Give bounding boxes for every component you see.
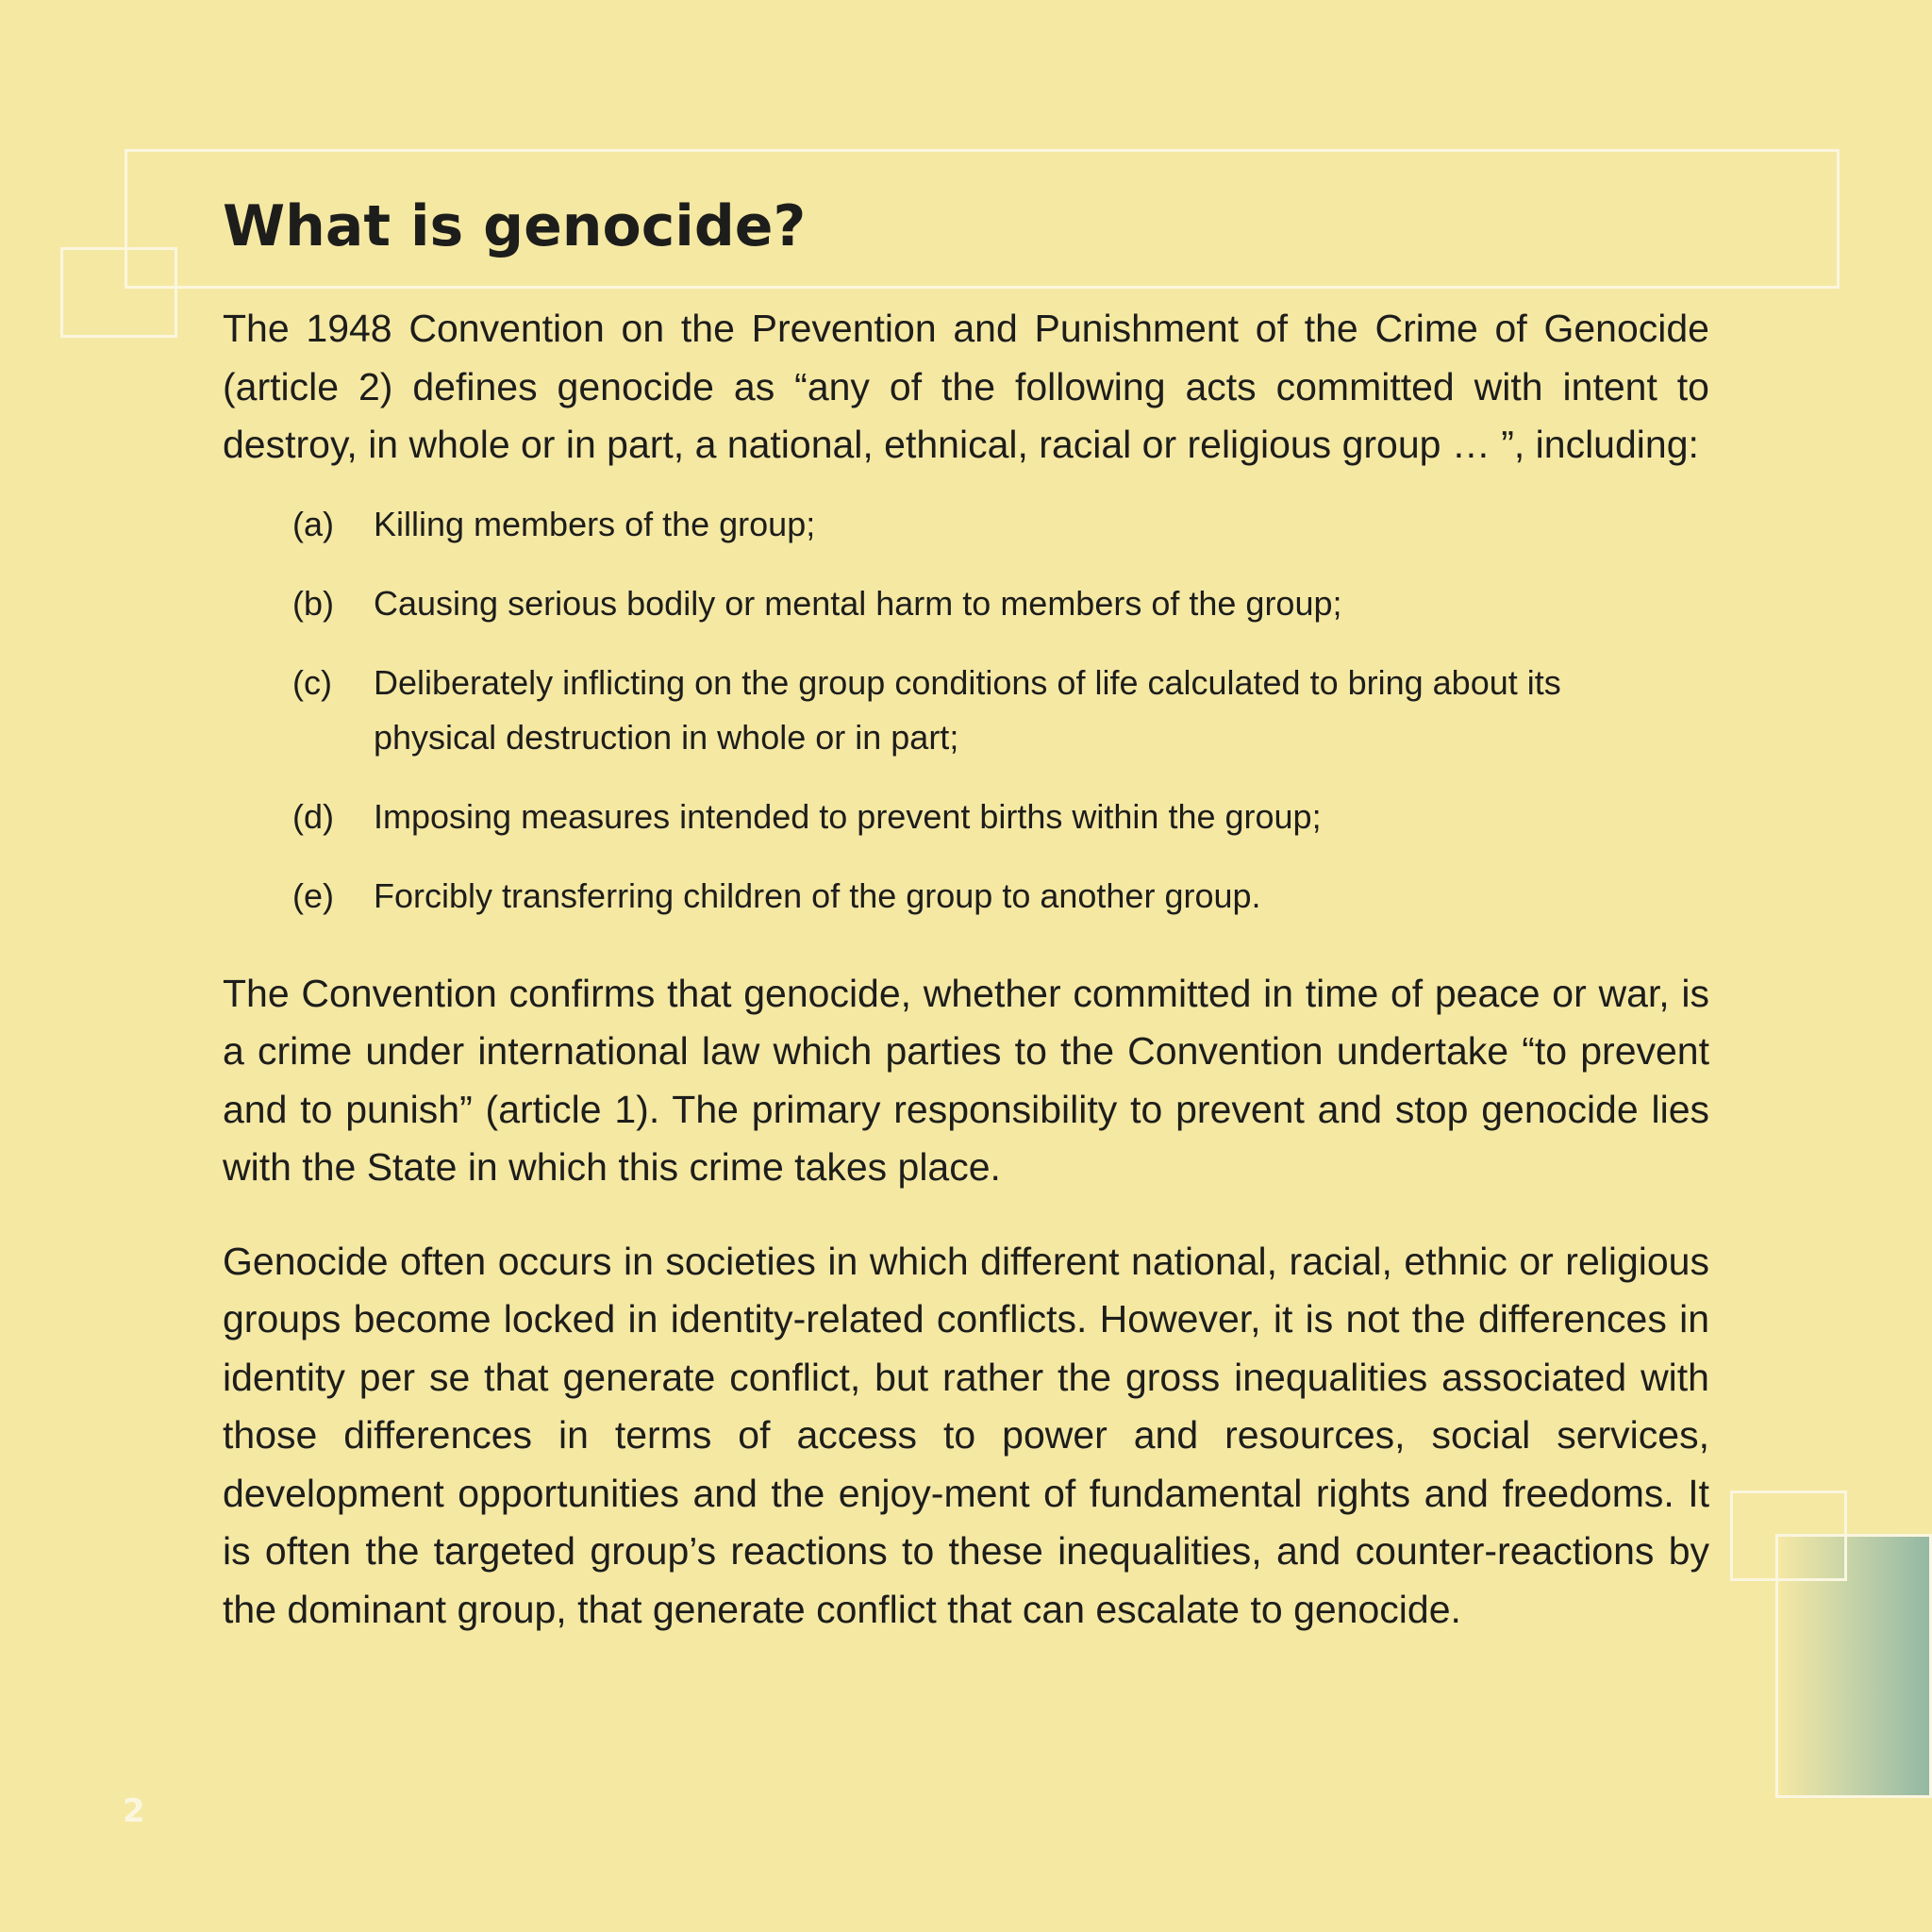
list-item bbox=[292, 576, 1709, 631]
convention-paragraph: The Convention confirms that genocide, whether committed in time of peace or war, is a crime under international law which parties to the Convention undertake “to prevent and to punish” (article 1). The primary responsibility to prevent and stop genocide lies with the State in which this crime takes place. bbox=[223, 971, 1709, 1189]
list-item bbox=[292, 790, 1709, 844]
page-number: 2 bbox=[123, 1792, 145, 1830]
intro-paragraph: The 1948 Convention on the Prevention and Punishment of the Crime of Genocide (article 2) defines genocide as “any of the following acts committed with intent to destroy, in whole or in part, a national, ethnical, racial or religious group … ”, including: bbox=[223, 307, 1709, 466]
decorative-square-right bbox=[1730, 1491, 1847, 1581]
list-item-label: (c) bbox=[292, 662, 332, 702]
acts-list bbox=[223, 497, 1709, 924]
list-item-label: (b) bbox=[292, 583, 334, 623]
list-item-text: Imposing measures intended to prevent births within the group; bbox=[374, 796, 1322, 836]
document-body bbox=[223, 300, 1709, 1639]
list-item-text: Forcibly transferring children of the group to another group. bbox=[374, 875, 1261, 915]
decorative-square-left bbox=[60, 247, 177, 338]
causes-paragraph: Genocide often occurs in societies in which different national, racial, ethnic or religious groups become locked in identity-related conflicts. However, it is not the differences in identity per se that generate conflict, but rather the gross inequalities associated with those differences in terms of access to power and resources, social services, development opportunities and the enjoy-ment of fundamental rights and freedoms. It is often the targeted group’s reactions to these inequalities, and counter-reactions by the dominant group, that generate conflict that can escalate to genocide. bbox=[223, 1239, 1709, 1631]
list-item-text: Killing members of the group; bbox=[374, 504, 816, 543]
list-item bbox=[292, 869, 1709, 924]
list-item-label: (a) bbox=[292, 504, 334, 543]
page-title: What is genocide? bbox=[223, 193, 807, 259]
list-item-label: (e) bbox=[292, 875, 334, 915]
list-item-text: Deliberately inflicting on the group conditions of life calculated to bring about its physical destruction in whole or in part; bbox=[374, 662, 1561, 757]
list-item-label: (d) bbox=[292, 796, 334, 836]
list-item bbox=[292, 656, 1709, 765]
list-item bbox=[292, 497, 1709, 552]
list-item-text: Causing serious bodily or mental harm to members of the group; bbox=[374, 583, 1342, 623]
